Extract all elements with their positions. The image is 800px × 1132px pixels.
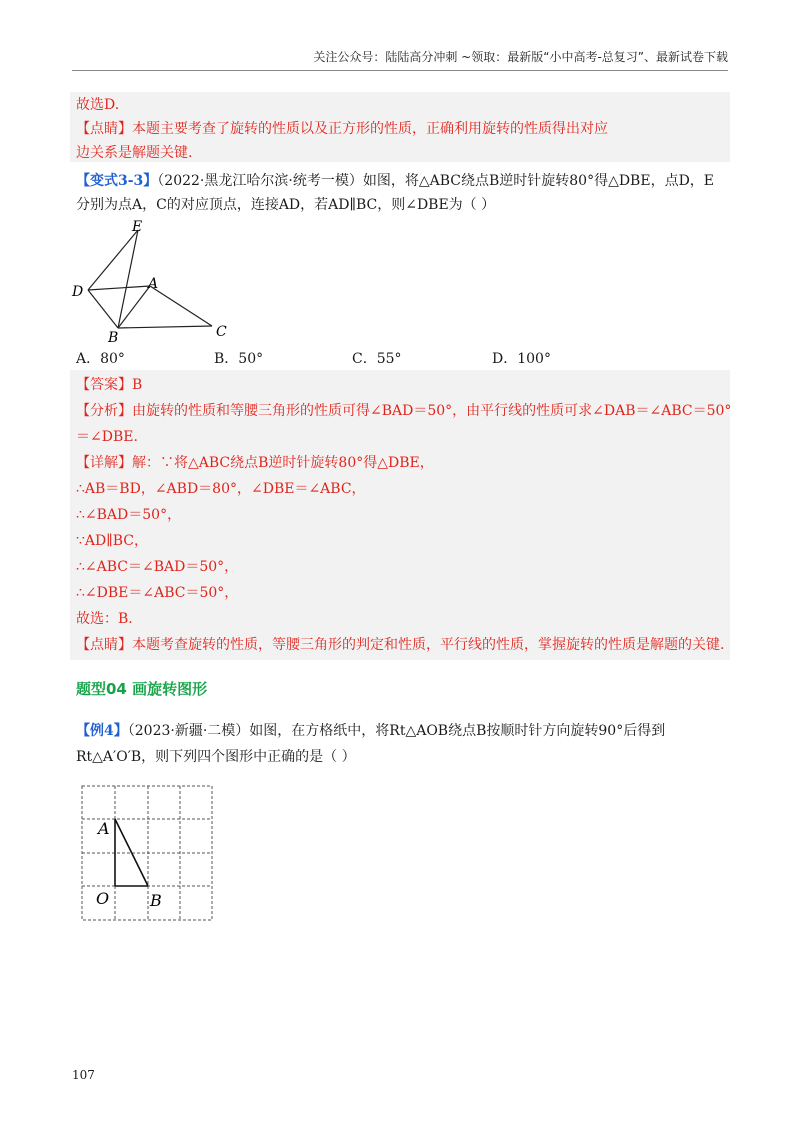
detail-line-4: ∵AD∥BC， [76,533,148,549]
problem-33-text-1: （2022·黑龙江哈尔滨·统考一模）如图，将△ABC绕点B逆时针旋转80°得△DBE，点D，E [157,173,715,189]
example-4-line-1 [76,720,665,742]
grid-label-b: B [150,891,162,910]
detail-line-3: ∴∠BAD＝50°， [76,507,182,523]
analysis-line-1 [76,400,731,422]
answer-tag: 【答案】 [76,377,132,393]
segment-bc [118,326,212,328]
label-d: D [72,284,84,300]
analysis-line-2: ＝∠DBE. [76,429,138,445]
analysis-text-1: 由旋转的性质和等腰三角形的性质可得∠BAD＝50°，由平行线的性质可求∠DAB＝∠ABC＝50° [132,403,732,419]
rotation-figure [70,218,240,346]
segment-ed [88,230,138,290]
page-number: 107 [72,1068,95,1082]
grid-label-o: O [96,889,110,908]
problem-33-line-2: 分别为点A，C的对应顶点，连接AD，若AD∥BC，则∠DBE为（ ） [76,197,496,213]
segment-db [88,290,118,328]
option-b: B．50° [214,351,264,367]
grid-figure [70,778,220,928]
detail-text-1: 解：∵将△ABC绕点B逆时针旋转80°得△DBE， [132,455,434,471]
label-c: C [216,324,227,340]
analysis-tag: 【分析】 [76,403,132,419]
comment-line-2: 边关系是解题关键. [76,145,193,161]
comment-33-text: 本题考查旋转的性质，等腰三角形的判定和性质，平行线的性质，掌握旋转的性质是解题的关键. [132,637,725,653]
comment-text-1: 本题主要考查了旋转的性质以及正方形的性质，正确利用旋转的性质得出对应 [132,121,608,137]
detail-line-5: ∴∠ABC＝∠BAD＝50°， [76,559,239,575]
answer-line [76,374,142,396]
conclusion-line: 故选D. [76,97,120,113]
example-4-line-2: Rt△A′O′B，则下列四个图形中正确的是（ ） [76,749,356,765]
answer-value: B [132,377,143,393]
detail-line-6: ∴∠DBE＝∠ABC＝50°， [76,585,239,601]
detail-line-1 [76,452,434,474]
label-a: A [148,276,159,292]
label-e: E [132,219,143,235]
variant-tag: 【变式3-3】 [76,173,158,189]
segment-da [88,286,150,290]
page-header: 关注公众号：陆陆高分冲刺 ~领取：最新版“小中高考-总复习”、最新试卷下载 [313,50,728,64]
header-rule [72,70,728,71]
problem-33-line-1 [76,170,714,192]
option-d: D．100° [492,351,551,367]
comment-line-1 [76,118,608,140]
label-b: B [108,330,119,346]
option-c: C．55° [352,351,402,367]
detail-line-7: 故选：B. [76,611,133,627]
detail-line-2: ∴AB＝BD，∠ABD＝80°，∠DBE＝∠ABC， [76,481,366,497]
detail-tag: 【详解】 [76,455,132,471]
example-4-text-1: （2023·新疆·二模）如图，在方格纸中，将Rt△AOB绕点B按顺时针方向旋转90°后得到 [127,723,666,739]
comment-33-line [76,634,724,656]
segment-ac [150,286,212,326]
segment-eb [118,230,138,328]
grid-label-a: A [98,819,110,838]
option-a: A．80° [76,351,125,367]
comment-tag: 【点睛】 [76,121,132,137]
example-tag: 【例4】 [76,723,128,739]
comment-33-tag: 【点睛】 [76,637,132,653]
section-title: 题型04 画旋转图形 [76,680,208,698]
